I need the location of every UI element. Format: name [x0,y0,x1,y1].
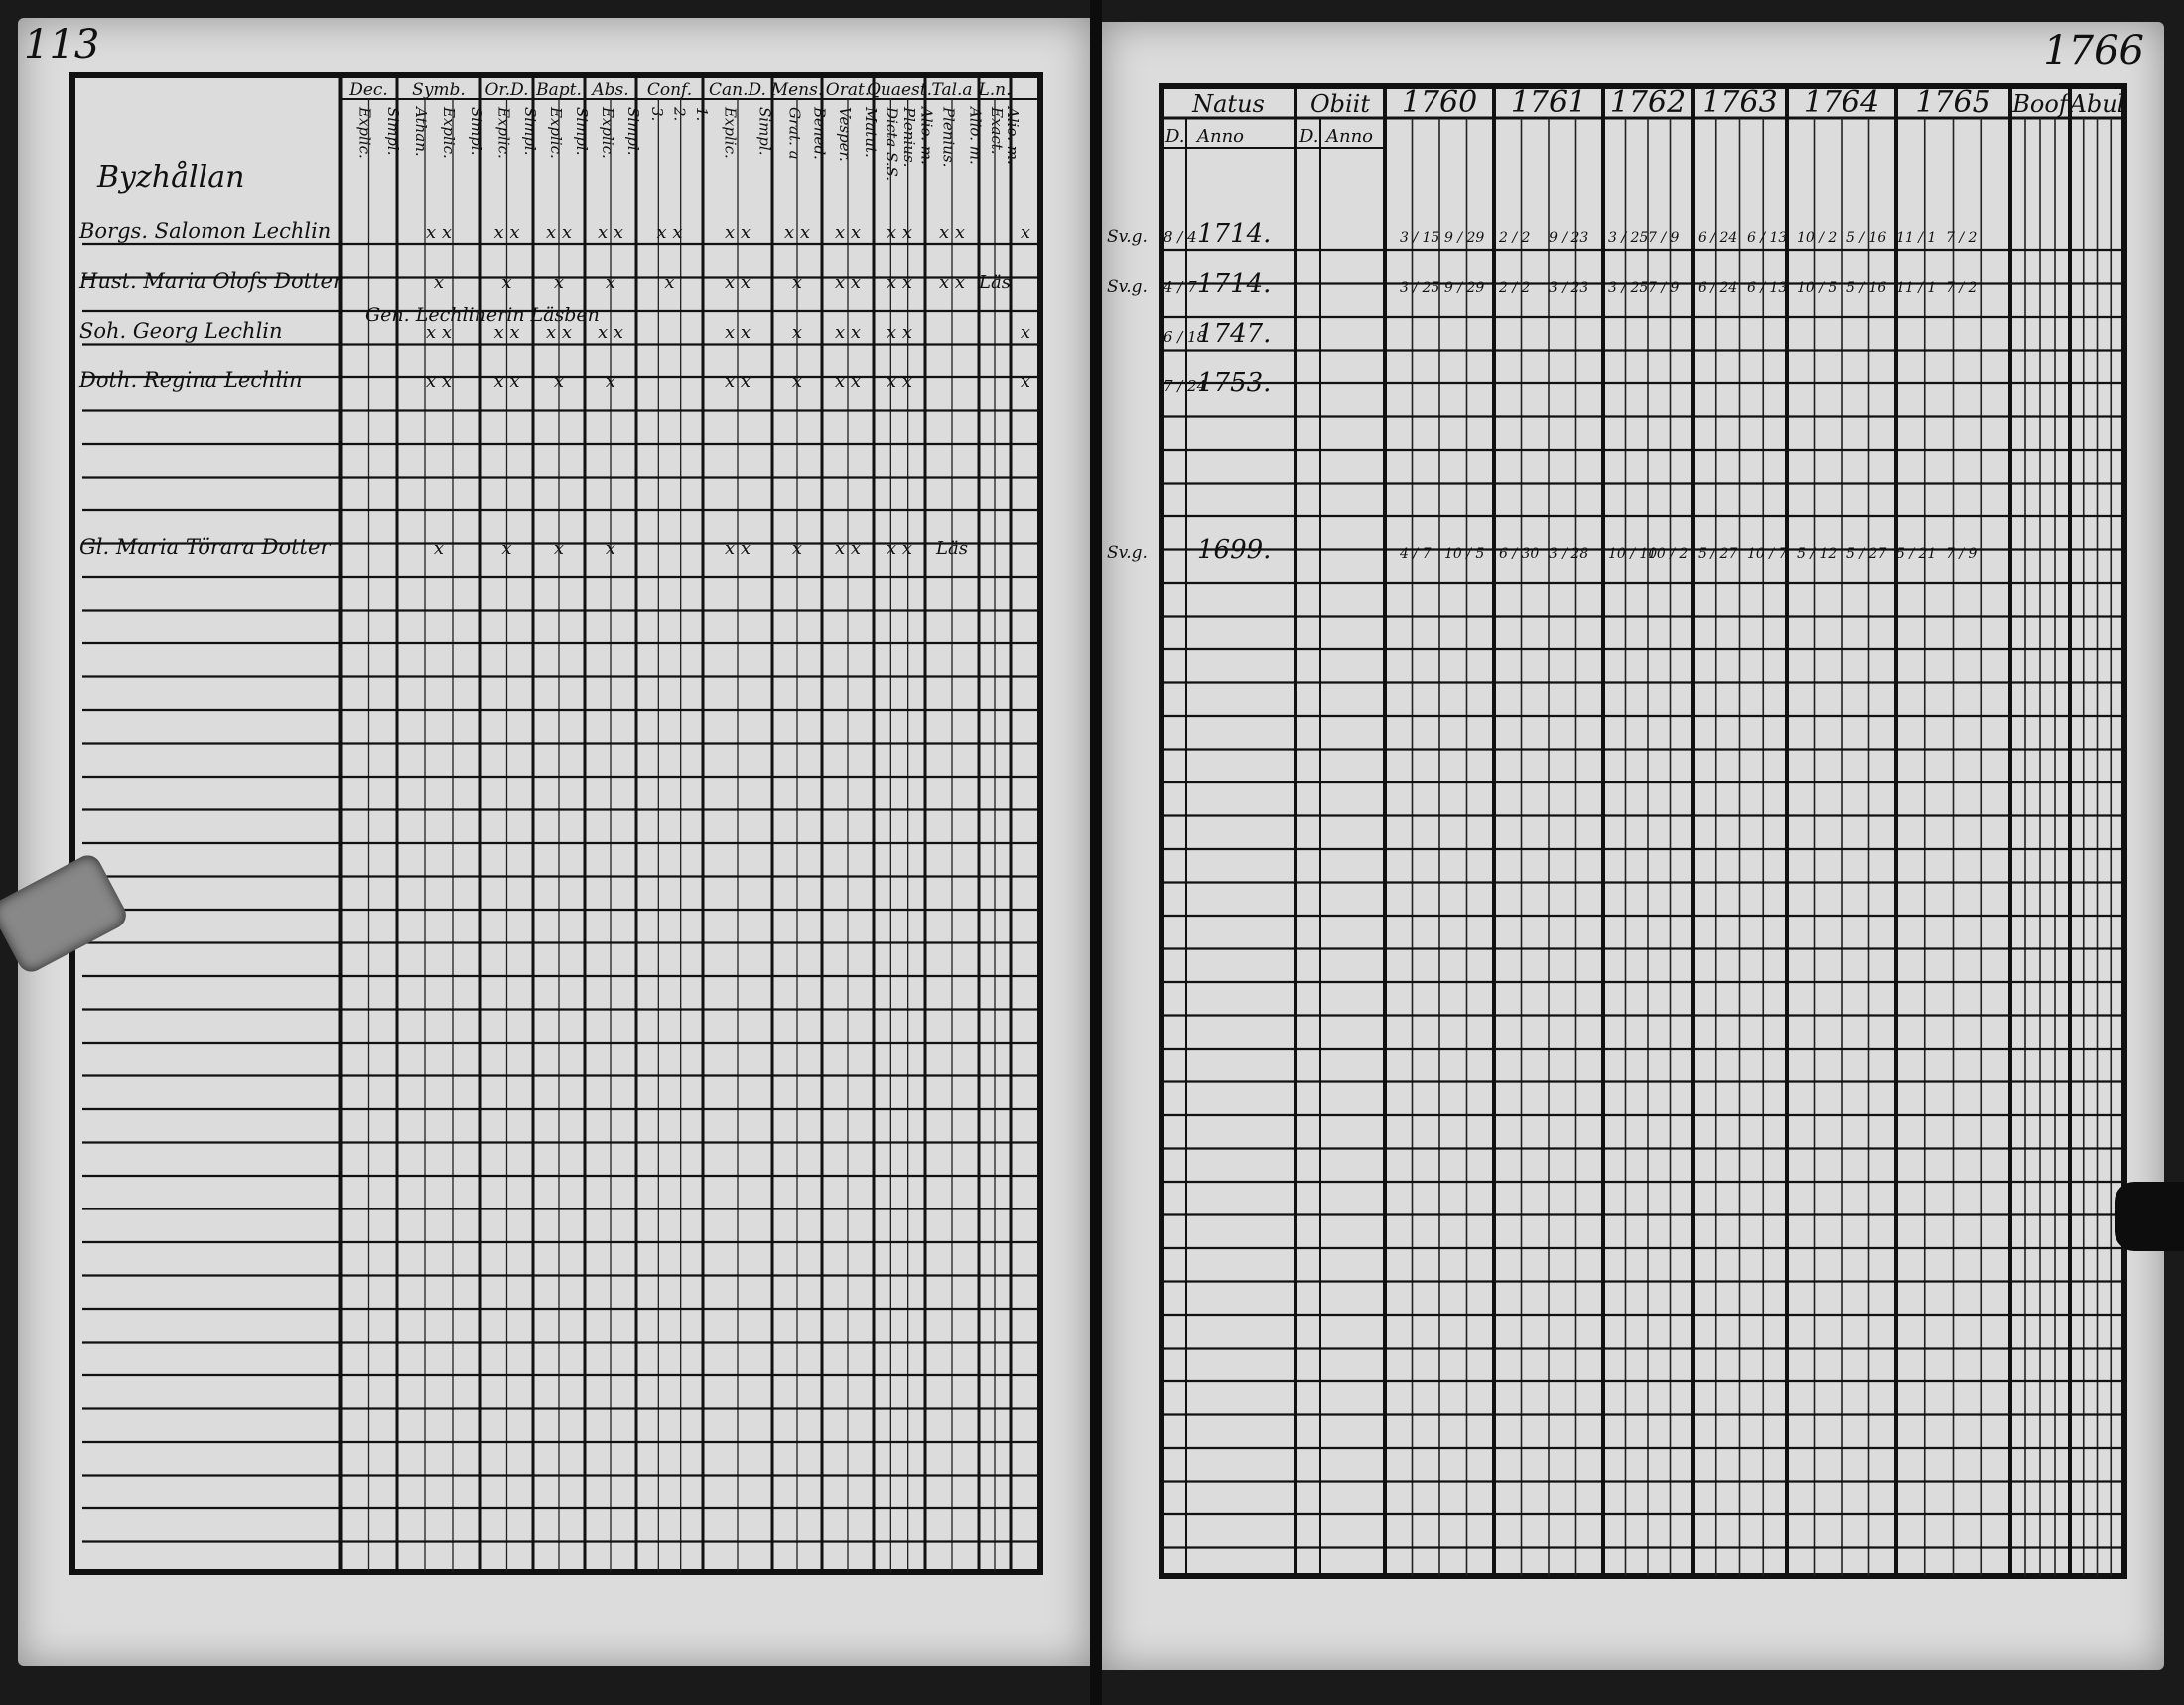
catechism-entry: 9 / 23 [1549,230,1589,246]
catechism-entry: 11 / 1 [1896,230,1937,246]
catechism-entry: 7 / 9 [1648,280,1680,296]
column-subheader: Simpl. [624,107,642,156]
register-mark: x x [597,222,624,243]
column-header-10: Tal.a [931,80,973,100]
column-subheader: Explic. [440,107,458,159]
catechism-entry: 2 / 2 [1499,280,1531,296]
column-header-8: Orat. [825,80,871,100]
column-header-1: Obiit [1309,90,1371,118]
table-border [1161,86,2124,1576]
column-subheader: Alio. m. [1004,107,1022,165]
register-mark: x x [783,222,811,243]
catechism-entry: 5 / 27 [1846,546,1887,562]
register-mark: x x [724,272,751,293]
register-mark: x [1020,222,1031,243]
register-mark: Läs [936,538,968,559]
catechism-entry: 3 / 23 [1549,280,1589,296]
register-mark: x x [886,322,913,343]
column-header-9: Abul [2069,90,2125,118]
register-mark: x x [834,371,862,392]
column-header-3: 1761 [1510,85,1587,120]
column-header-0: Natus [1192,90,1265,118]
column-subheader: Simpl. [520,107,539,156]
catechism-entry: 3 / 25 [1608,280,1649,296]
column-subheader: Vesper. [836,107,854,162]
column-header-5: 1763 [1702,85,1778,120]
column-subheader: 3. [648,107,667,122]
page-tab-icon [2115,1182,2184,1251]
catechism-entry: 3 / 15 [1400,230,1440,246]
catechism-entry: 3 / 25 [1400,280,1440,296]
register-mark: x [501,272,512,293]
catechism-entry: 10 / 7 [1747,546,1788,562]
catechism-entry: 10 / 10 [1608,546,1658,562]
catechism-entry: 6 / 24 [1698,280,1738,296]
catechism-entry: 5 / 16 [1846,280,1887,296]
register-mark: x x [886,222,913,243]
register-mark: x [791,322,803,343]
natus-year-header: Anno [1197,126,1245,147]
catechism-entry: 6 / 30 [1499,546,1540,562]
column-header-2: 1760 [1401,85,1478,120]
register-mark: x x [493,222,520,243]
column-subheader: Simpl. [383,107,402,156]
register-mark: x x [886,272,913,293]
column-subheader: Simpl. [755,107,774,156]
household-header: Byzhållan [97,160,245,195]
column-header-1: Symb. [412,80,466,100]
column-subheader: Alio. m. [917,107,936,165]
right-register-table [1102,22,2164,1670]
register-mark: x x [425,371,453,392]
column-subheader: Plenius. [900,107,918,168]
column-subheader: Explic. [355,107,374,159]
catechism-entry: 9 / 29 [1444,280,1485,296]
column-subheader: Explic. [599,107,616,159]
catechism-entry: 6 / 13 [1747,280,1788,296]
person-name: Borgs. Salomon Lechlin [79,219,332,243]
register-mark: x x [834,222,862,243]
column-subheader: 1. [692,107,711,122]
column-header-6: 1764 [1803,85,1880,120]
register-mark: x [605,538,616,559]
person-marker: Sv.g. [1107,543,1148,563]
right-page [1102,22,2164,1670]
column-header-5: Conf. [646,80,693,100]
column-header-3: Bapt. [536,80,582,100]
birth-day: 6 / 18 [1163,328,1207,346]
catechism-entry: 4 / 7 [1400,546,1432,562]
register-mark: x [791,538,803,559]
register-mark: x x [886,371,913,392]
book-gutter [1090,0,1102,1705]
column-subheader: Plenius. [939,107,958,168]
catechism-entry: 5 / 12 [1797,546,1838,562]
catechism-entry: 7 / 9 [1946,546,1978,562]
column-header-9: Quaest. [866,80,933,100]
column-subheader: Exact. [988,107,1006,155]
column-header-6: Can.D. [709,80,766,100]
register-mark: x [501,538,512,559]
register-mark: x x [834,538,862,559]
catechism-entry: 5 / 27 [1698,546,1738,562]
page-number-right: 1766 [2043,28,2144,73]
column-header-7: 1765 [1915,85,1991,120]
register-mark: x [553,538,565,559]
column-subheader: Athan. [412,107,430,157]
register-mark: x x [493,371,520,392]
column-subheader: Simpl. [468,107,485,156]
register-mark: x [553,272,565,293]
catechism-entry: 6 / 13 [1747,230,1788,246]
person-name: Hust. Maria Olofs Dotter [79,269,343,293]
column-header-11: L.n. [978,80,1012,100]
column-subheader: Grat. a [785,107,804,160]
column-subheader: Matut. [862,107,880,158]
register-mark: x x [425,222,453,243]
catechism-entry: 7 / 2 [1946,230,1978,246]
column-header-2: Or.D. [484,80,529,100]
column-header-4: 1762 [1609,85,1687,120]
person-name: Soh. Georg Lechlin [79,319,283,343]
register-mark: x x [597,322,624,343]
catechism-entry: 7 / 9 [1648,230,1680,246]
person-name: Gl. Maria Törara Dotter [79,535,331,559]
register-mark: x x [724,538,751,559]
register-mark: x x [938,272,966,293]
register-mark: x x [724,371,751,392]
register-mark: x x [938,222,966,243]
column-subheader: Simpl. [573,107,591,156]
register-mark: Läs [979,272,1011,293]
catechism-entry: 3 / 28 [1549,546,1589,562]
left-page [18,18,1090,1666]
register-mark: x x [834,322,862,343]
column-subheader: Explic. [547,107,565,159]
register-mark: x x [493,322,520,343]
obiit-year-header: Anno [1326,126,1374,147]
catechism-entry: 10 / 5 [1797,280,1838,296]
natus-day-header: D. [1165,126,1185,147]
birth-day: 4 / 7 [1163,278,1197,296]
register-mark: x [791,371,803,392]
birth-day: 8 / 4 [1163,228,1197,246]
register-mark: x x [834,272,862,293]
register-mark: x [433,272,445,293]
person-marker: Sv.g. [1107,277,1148,297]
column-header-7: Mens. [770,80,824,100]
birth-year: 1747. [1197,319,1272,349]
column-subheader: Explic. [494,107,513,159]
left-register-table [18,18,1090,1666]
register-mark: x x [886,538,913,559]
catechism-entry: 5 / 16 [1846,230,1887,246]
row-note: Gen. Lechlinerin Läsben [365,304,600,326]
catechism-entry: 11 / 1 [1896,280,1937,296]
column-header-4: Abs. [592,80,629,100]
register-mark: x [605,272,616,293]
register-mark: x x [425,322,453,343]
column-subheader: 2. [670,107,689,122]
register-mark: x [664,272,675,293]
column-subheader: Dicta S.S. [883,107,901,181]
birth-year: 1714. [1197,219,1272,249]
birth-year: 1699. [1197,535,1272,565]
catechism-entry: 5 / 21 [1896,546,1937,562]
column-subheader: Alio. m. [966,107,985,165]
register-mark: x x [724,222,751,243]
register-mark: x x [724,322,751,343]
person-name: Doth. Regina Lechlin [79,368,303,392]
register-mark: x [433,538,445,559]
column-header-0: Dec. [349,80,388,100]
register-mark: x [553,371,565,392]
register-mark: x x [656,222,683,243]
register-mark: x [605,371,616,392]
table-border [72,75,1040,1572]
catechism-entry: 2 / 2 [1499,230,1531,246]
birth-year: 1714. [1197,269,1272,299]
catechism-entry: 6 / 24 [1698,230,1738,246]
page-number-left: 113 [24,22,100,68]
column-header-8: Boof [2012,90,2068,118]
obiit-day-header: D. [1299,126,1319,147]
person-marker: Sv.g. [1107,227,1148,247]
register-mark: x x [545,222,573,243]
catechism-entry: 10 / 2 [1797,230,1838,246]
register-mark: x [1020,371,1031,392]
birth-year: 1753. [1197,368,1272,398]
column-subheader: Bened. [810,107,829,160]
catechism-entry: 7 / 2 [1946,280,1978,296]
catechism-entry: 9 / 29 [1444,230,1485,246]
catechism-entry: 10 / 2 [1648,546,1689,562]
register-mark: x x [545,322,573,343]
column-subheader: Explic. [721,107,740,159]
catechism-entry: 3 / 25 [1608,230,1649,246]
birth-day: 7 / 24 [1163,377,1207,395]
register-mark: x [791,272,803,293]
register-mark: x [1020,322,1031,343]
catechism-entry: 10 / 5 [1444,546,1485,562]
